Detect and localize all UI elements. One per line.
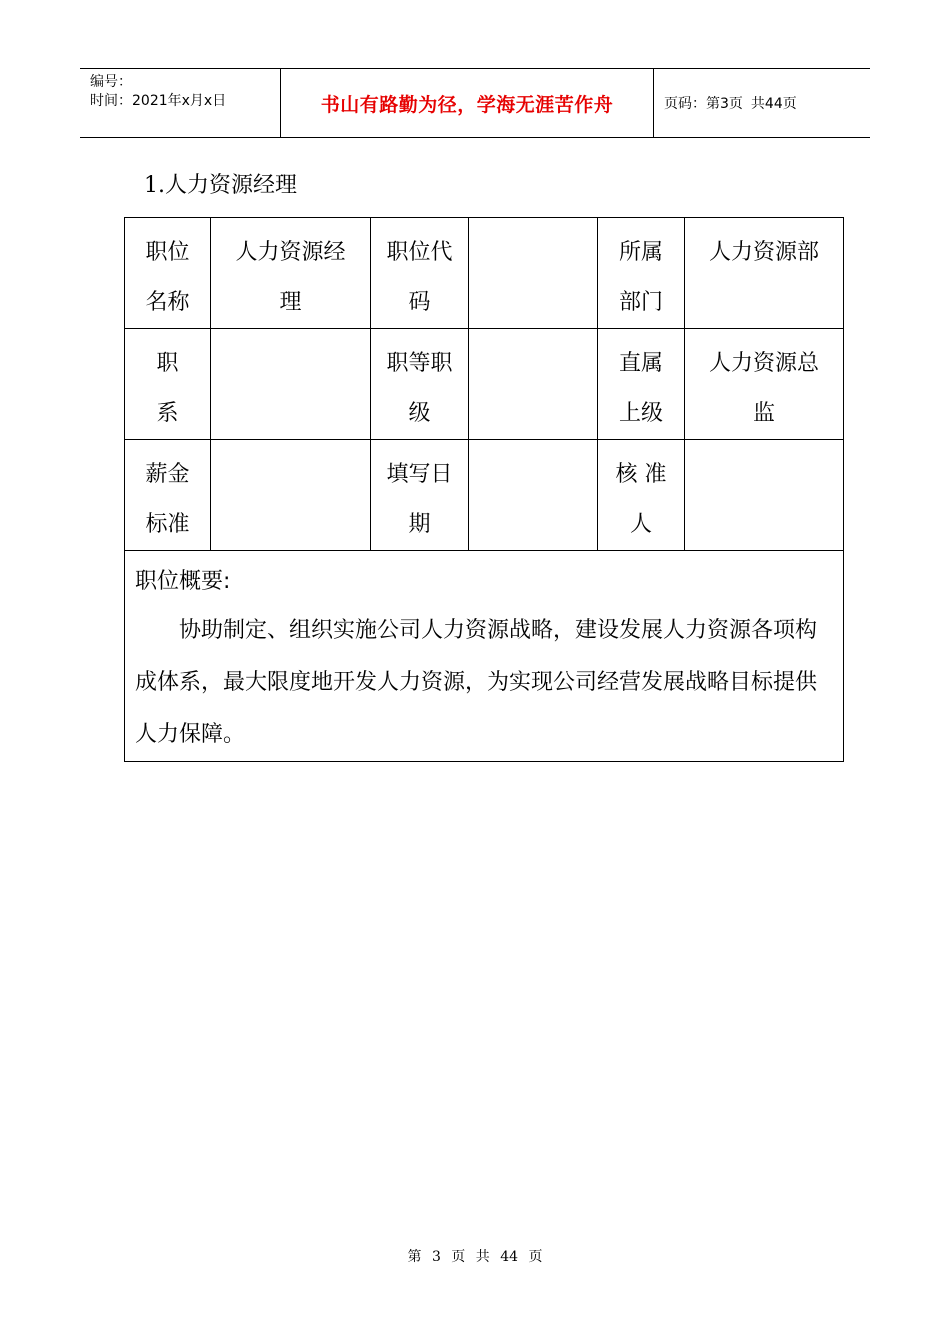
summary-title: 职位概要: [135, 569, 231, 594]
section-title: 1.人力资源经理 [144, 173, 297, 198]
number-label: 编号： [90, 74, 132, 90]
direct-supervisor-label: 直属 上级 [598, 329, 685, 440]
job-family-value [211, 329, 371, 440]
page-header [80, 68, 870, 138]
table-row [125, 329, 844, 440]
job-grade-value [469, 329, 598, 440]
summary-body: 协助制定、组织实施公司人力资源战略，建设发展人力资源各项构成体系，最大限度地开发人力资源，为实现公司经营发展战略目标提供人力保障。 [135, 618, 818, 747]
direct-supervisor-value: 人力资源总 监 [685, 329, 844, 440]
motto-text: 书山有路勤为径，学海无涯苦作舟 [320, 93, 614, 116]
fill-date-label: 填写日 期 [371, 440, 469, 551]
position-code-label: 职位代 码 [371, 218, 469, 329]
page-info-total: 共44页 [750, 96, 797, 112]
time-label: 时间：2021年x月x日 [90, 93, 227, 109]
job-grade-label: 职等职 级 [371, 329, 469, 440]
header-left-cell [80, 69, 281, 137]
salary-standard-value [211, 440, 371, 551]
header-motto-cell [281, 69, 654, 137]
job-family-label: 职 系 [125, 329, 211, 440]
page-info-current: 页码：第3页 [664, 96, 743, 112]
table-row [125, 440, 844, 551]
department-label: 所属 部门 [598, 218, 685, 329]
page-footer: 第 3 页 共 44 页 [407, 1249, 543, 1265]
approver-label: 核 准 人 [598, 440, 685, 551]
department-value: 人力资源部 [685, 218, 844, 329]
position-summary-cell [125, 551, 844, 762]
approver-value [685, 440, 844, 551]
fill-date-value [469, 440, 598, 551]
table-row [125, 218, 844, 329]
job-description-table [124, 217, 844, 762]
position-code-value [469, 218, 598, 329]
position-name-value: 人力资源经 理 [211, 218, 371, 329]
position-name-label: 职位 名称 [125, 218, 211, 329]
table-row [125, 551, 844, 762]
salary-standard-label: 薪金 标准 [125, 440, 211, 551]
header-page-cell [654, 69, 870, 137]
